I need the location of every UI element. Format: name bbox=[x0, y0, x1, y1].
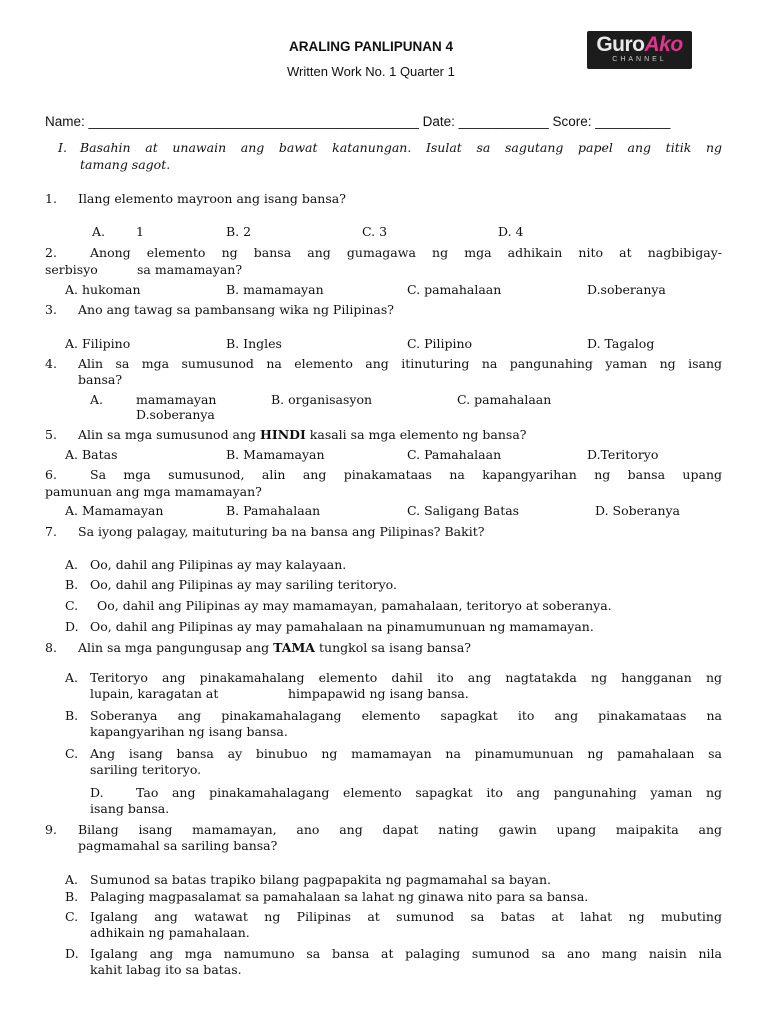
instruction-line-1: Basahin at unawain ang bawat katanungan. Isulat sa sagutang papel ang titik ng bbox=[80, 140, 722, 155]
q7-choice-c-letter: C. bbox=[65, 598, 79, 613]
q8-choice-c-line-2: sariling teritoryo. bbox=[90, 762, 202, 777]
q8-choice-a-letter: A. bbox=[65, 670, 79, 685]
question-9-line-2: pagmamahal sa sariling bansa? bbox=[78, 838, 278, 853]
q6-choice-d: D. Soberanya bbox=[595, 503, 681, 518]
q1-choice-d: D. 4 bbox=[498, 224, 524, 239]
q5-choice-c: C. Pamahalaan bbox=[407, 447, 502, 462]
question-9-line-1: Bilang isang mamamayan, ano ang dapat nating gawin upang maipakita ang bbox=[78, 822, 722, 837]
question-5-text: Alin sa mga sumusunod ang HINDI kasali sa mga elemento ng bansa? bbox=[78, 427, 527, 442]
q7-choice-d-letter: D. bbox=[65, 619, 79, 634]
q2-choice-c: C. pamahalaan bbox=[407, 282, 502, 297]
q4-choice-a-text: mamamayan bbox=[136, 392, 217, 407]
page-subtitle: Written Work No. 1 Quarter 1 bbox=[287, 64, 455, 79]
q8-choice-b-letter: B. bbox=[65, 708, 79, 723]
instruction-numeral: I. bbox=[58, 140, 67, 155]
q8-choice-b-line-2: kapangyarihan ng isang bansa. bbox=[90, 724, 288, 739]
q7-choice-b-text: Oo, dahil ang Pilipinas ay may sariling teritoryo. bbox=[90, 577, 397, 592]
logo-text-guro: Guro bbox=[596, 33, 645, 56]
question-7-text: Sa iyong palagay, maituturing ba na bansa ang Pilipinas? Bakit? bbox=[78, 524, 485, 539]
q8-choice-d-letter: D. bbox=[90, 785, 104, 800]
q7-choice-a-letter: A. bbox=[65, 557, 79, 572]
question-number: 9. bbox=[45, 822, 57, 837]
q3-choice-b: B. Ingles bbox=[226, 336, 282, 351]
q2-choice-a: A. hukoman bbox=[65, 282, 141, 297]
question-3-text: Ano ang tawag sa pambansang wika ng Pilipinas? bbox=[78, 302, 394, 317]
q6-choice-b: B. Pamahalaan bbox=[226, 503, 321, 518]
q9-choice-d-letter: D. bbox=[65, 946, 79, 961]
q4-choice-d: D.soberanya bbox=[136, 407, 215, 422]
q9-choice-c-line-1: Igalang ang watawat ng Pilipinas at sumunod sa batas at lahat ng mubuting bbox=[90, 909, 722, 924]
question-2-line-1: Anong elemento ng bansa ang gumagawa ng mga adhikain nito at nagbibigay- bbox=[90, 245, 722, 260]
question-number: 5. bbox=[45, 427, 57, 442]
q8-choice-d-line-2: isang bansa. bbox=[90, 801, 170, 816]
q6-choice-a: A. Mamamayan bbox=[65, 503, 164, 518]
q1-choice-b: B. 2 bbox=[226, 224, 252, 239]
q6-choice-c: C. Saligang Batas bbox=[407, 503, 520, 518]
q7-choice-d-text: Oo, dahil ang Pilipinas ay may pamahalaan na pinamumunuan ng mamamayan. bbox=[90, 619, 594, 634]
q8-choice-b-line-1: Soberanya ang pinakamahalagang elemento sapagkat ito ang pinakamataas na bbox=[90, 708, 722, 723]
question-8-text: Alin sa mga pangungusap ang TAMA tungkol sa isang bansa? bbox=[78, 640, 471, 655]
q9-choice-b-letter: B. bbox=[65, 889, 79, 904]
q1-choice-a: A. bbox=[92, 224, 106, 239]
q9-choice-b-line-1: Palaging magpasalamat sa pamahalaan sa lahat ng ginawa nito para sa bansa. bbox=[90, 889, 589, 904]
emphasis-tama: TAMA bbox=[273, 640, 316, 655]
page-title: ARALING PANLIPUNAN 4 bbox=[289, 39, 454, 54]
q8-choice-a-line-2b: himpapawid ng isang bansa. bbox=[288, 686, 469, 701]
question-number: 3. bbox=[45, 302, 57, 317]
question-2-line-2a: serbisyo bbox=[45, 262, 98, 277]
q4-choice-a: A. bbox=[90, 392, 104, 407]
q7-choice-a-text: Oo, dahil ang Pilipinas ay may kalayaan. bbox=[90, 557, 347, 572]
q9-choice-d-line-2: kahit labag ito sa batas. bbox=[90, 962, 242, 977]
q5-choice-b: B. Mamamayan bbox=[226, 447, 325, 462]
question-number: 6. bbox=[45, 467, 57, 482]
question-2-line-2b: sa mamamayan? bbox=[137, 262, 243, 277]
question-4-line-1: Alin sa mga sumusunod na elemento ang itinuturing na pangunahing yaman ng isang bbox=[78, 356, 722, 371]
name-date-score-line: Name: ____________________________________________ Date: ____________ Score: __________ bbox=[45, 114, 671, 129]
q2-choice-d: D.soberanya bbox=[587, 282, 666, 297]
emphasis-hindi: HINDI bbox=[260, 427, 306, 442]
logo-subtext: CHANNEL bbox=[612, 56, 667, 63]
instruction-line-2: tamang sagot. bbox=[80, 157, 171, 172]
q3-choice-a: A. Filipino bbox=[65, 336, 131, 351]
q7-choice-c-text: Oo, dahil ang Pilipinas ay may mamamayan, pamahalaan, teritoryo at soberanya. bbox=[97, 598, 612, 613]
q4-choice-c: C. pamahalaan bbox=[457, 392, 552, 407]
question-1-text: Ilang elemento mayroon ang isang bansa? bbox=[78, 191, 346, 206]
q5-choice-a: A. Batas bbox=[65, 447, 118, 462]
question-number: 2. bbox=[45, 245, 57, 260]
q1-choice-c: C. 3 bbox=[362, 224, 388, 239]
q5-choice-d: D.Teritoryo bbox=[587, 447, 659, 462]
q8-choice-c-line-1: Ang isang bansa ay binubuo ng mamamayan na pinamumunuan ng pamahalaan sa bbox=[90, 746, 722, 761]
q8-choice-a-line-2a: lupain, karagatan at bbox=[90, 686, 219, 701]
question-6-line-1: Sa mga sumusunod, alin ang pinakamataas na kapangyarihan ng bansa upang bbox=[90, 467, 722, 482]
question-number: 7. bbox=[45, 524, 57, 539]
question-number: 4. bbox=[45, 356, 57, 371]
q3-choice-c: C. Pilipino bbox=[407, 336, 473, 351]
q9-choice-d-line-1: Igalang ang mga namumuno sa bansa at palaging sumunod sa ano mang naisin nila bbox=[90, 946, 722, 961]
q8-choice-d-line-1: Tao ang pinakamahalagang elemento sapagkat ito ang pangunahing yaman ng bbox=[136, 785, 722, 800]
q4-choice-b: B. organisasyon bbox=[271, 392, 373, 407]
q9-choice-c-letter: C. bbox=[65, 909, 79, 924]
question-4-line-2: bansa? bbox=[78, 372, 123, 387]
q8-choice-a-line-1: Teritoryo ang pinakamahalang elemento dahil ito ang nagtatakda ng hangganan ng bbox=[90, 670, 722, 685]
question-number: 1. bbox=[45, 191, 57, 206]
q2-choice-b: B. mamamayan bbox=[226, 282, 324, 297]
q8-choice-c-letter: C. bbox=[65, 746, 79, 761]
q3-choice-d: D. Tagalog bbox=[587, 336, 655, 351]
q7-choice-b-letter: B. bbox=[65, 577, 79, 592]
q1-choice-a-text: 1 bbox=[136, 224, 144, 239]
question-6-line-2: pamunuan ang mga mamamayan? bbox=[45, 484, 262, 499]
q9-choice-c-line-2: adhikain ng pamahalaan. bbox=[90, 925, 250, 940]
logo-text-ako: Ako bbox=[644, 33, 683, 56]
channel-logo bbox=[587, 31, 692, 69]
q9-choice-a-line-1: Sumunod sa batas trapiko bilang pagpapakita ng pagmamahal sa bayan. bbox=[90, 872, 552, 887]
question-number: 8. bbox=[45, 640, 57, 655]
q9-choice-a-letter: A. bbox=[65, 872, 79, 887]
